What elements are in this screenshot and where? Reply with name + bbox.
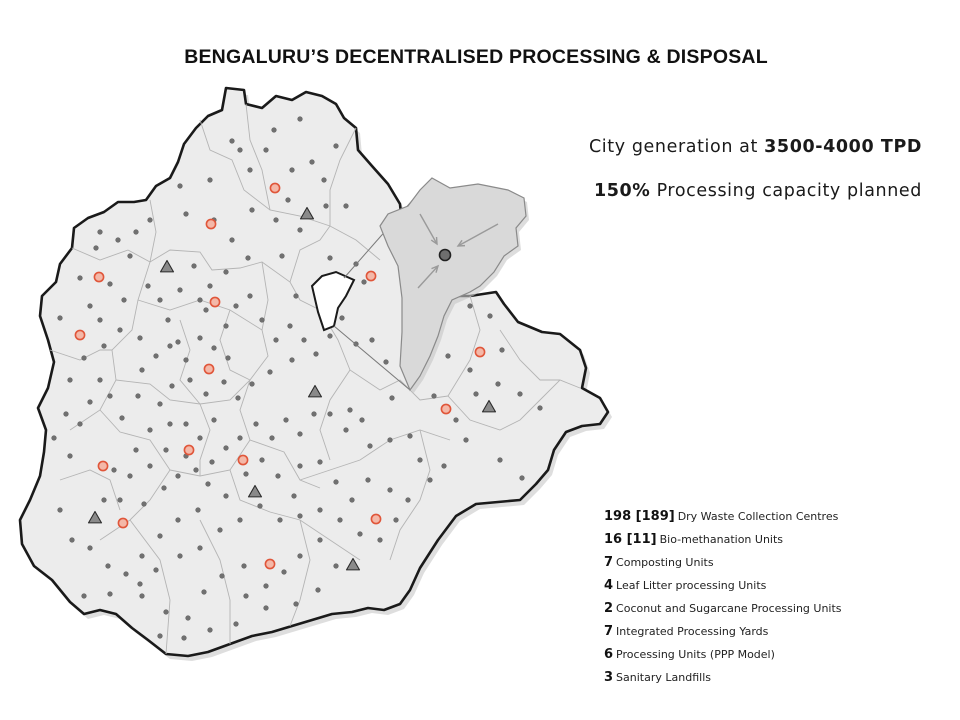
dry-waste-centre-marker [106,564,111,569]
dry-waste-centre-marker [140,594,145,599]
dry-waste-centre-marker [120,416,125,421]
facility-count: 2 [604,601,614,616]
dry-waste-centre-marker [224,324,229,329]
dry-waste-centre-marker [408,434,413,439]
dry-waste-centre-marker [538,406,543,411]
dry-waste-centre-marker [242,564,247,569]
dry-waste-centre-marker [222,380,227,385]
dry-waste-centre-marker [158,402,163,407]
dry-waste-centre-marker [176,474,181,479]
dry-waste-centre-marker [260,318,265,323]
dry-waste-centre-marker [388,438,393,443]
dry-waste-centre-marker [328,412,333,417]
facility-label: Dry Waste Collection Centres [677,510,839,523]
dry-waste-centre-marker [298,228,303,233]
processing-unit-marker [366,271,375,280]
dry-waste-centre-marker [224,494,229,499]
dry-waste-centre-marker [390,396,395,401]
dry-waste-centre-marker [204,308,209,313]
facility-item [604,668,842,691]
dry-waste-centre-marker [234,622,239,627]
dry-waste-centre-marker [250,382,255,387]
dry-waste-centre-marker [148,464,153,469]
dry-waste-centre-marker [244,594,249,599]
dry-waste-centre-marker [98,378,103,383]
dry-waste-centre-marker [322,178,327,183]
dry-waste-centre-marker [112,468,117,473]
dry-waste-centre-marker [454,418,459,423]
dry-waste-centre-marker [334,480,339,485]
facility-count: 6 [604,647,614,662]
facility-item [604,553,842,576]
dry-waste-centre-marker [328,334,333,339]
processing-unit-marker [475,347,484,356]
generation-stat [589,137,922,157]
dry-waste-centre-marker [292,494,297,499]
dry-waste-centre-marker [212,346,217,351]
dry-waste-centre-marker [278,518,283,523]
dry-waste-centre-marker [290,168,295,173]
processing-unit-marker [204,364,213,373]
dry-waste-centre-marker [264,584,269,589]
dry-waste-centre-marker [268,370,273,375]
dry-waste-centre-marker [158,534,163,539]
processing-unit-marker [184,445,193,454]
dry-waste-centre-marker [406,498,411,503]
dry-waste-centre-marker [498,458,503,463]
dry-waste-centre-marker [264,606,269,611]
dry-waste-centre-marker [394,518,399,523]
dry-waste-centre-marker [94,246,99,251]
dry-waste-centre-marker [168,344,173,349]
dry-waste-centre-marker [146,284,151,289]
dry-waste-centre-marker [78,422,83,427]
dry-waste-centre-marker [362,280,367,285]
dry-waste-centre-marker [88,304,93,309]
facility-label: Sanitary Landfills [616,671,711,684]
dry-waste-centre-marker [178,554,183,559]
facility-count: 3 [604,670,614,685]
dry-waste-centre-marker [226,356,231,361]
dry-waste-centre-marker [202,590,207,595]
dry-waste-centre-marker [250,208,255,213]
dry-waste-centre-marker [154,354,159,359]
dry-waste-centre-marker [298,514,303,519]
inset-centre-marker [440,250,451,261]
dry-waste-centre-marker [370,338,375,343]
dry-waste-centre-marker [128,474,133,479]
dry-waste-centre-marker [474,392,479,397]
dry-waste-centre-marker [302,338,307,343]
dry-waste-centre-marker [388,488,393,493]
dry-waste-centre-marker [298,117,303,122]
dry-waste-centre-marker [122,298,127,303]
dry-waste-centre-marker [274,218,279,223]
dry-waste-centre-marker [98,230,103,235]
dry-waste-centre-marker [258,504,263,509]
processing-unit-marker [98,461,107,470]
facility-item [604,530,842,553]
facility-item [604,507,842,530]
dry-waste-centre-marker [198,336,203,341]
dry-waste-centre-marker [378,538,383,543]
dry-waste-centre-marker [284,418,289,423]
processing-unit-marker [265,559,274,568]
dry-waste-centre-marker [442,464,447,469]
processing-unit-marker [94,272,103,281]
dry-waste-centre-marker [318,508,323,513]
dry-waste-centre-marker [188,378,193,383]
dry-waste-centre-marker [136,394,141,399]
dry-waste-centre-marker [234,304,239,309]
dry-waste-centre-marker [166,318,171,323]
dry-waste-centre-marker [366,478,371,483]
dry-waste-centre-marker [68,378,73,383]
dry-waste-centre-marker [198,546,203,551]
processing-unit-marker [441,404,450,413]
dry-waste-centre-marker [88,546,93,551]
dry-waste-centre-marker [162,486,167,491]
dry-waste-centre-marker [468,368,473,373]
dry-waste-centre-marker [272,128,277,133]
dry-waste-centre-marker [254,422,259,427]
dry-waste-centre-marker [140,554,145,559]
dry-waste-centre-marker [194,468,199,473]
dry-waste-centre-marker [298,554,303,559]
dry-waste-centre-marker [286,198,291,203]
dry-waste-centre-marker [134,448,139,453]
facility-label: Coconut and Sugarcane Processing Units [616,602,842,615]
dry-waste-centre-marker [224,446,229,451]
dry-waste-centre-marker [294,602,299,607]
dry-waste-centre-marker [198,298,203,303]
dry-waste-centre-marker [198,436,203,441]
dry-waste-centre-marker [148,428,153,433]
processing-unit-marker [206,219,215,228]
dry-waste-centre-marker [428,478,433,483]
dry-waste-centre-marker [220,574,225,579]
facility-count: 4 [604,578,614,593]
dry-waste-centre-marker [260,458,265,463]
facility-label: Processing Units (PPP Model) [616,648,775,661]
dry-waste-centre-marker [350,498,355,503]
dry-waste-centre-marker [142,502,147,507]
dry-waste-centre-marker [328,256,333,261]
dry-waste-centre-marker [316,588,321,593]
dry-waste-centre-marker [118,498,123,503]
dry-waste-centre-marker [340,316,345,321]
dry-waste-centre-marker [318,460,323,465]
dry-waste-centre-marker [276,474,281,479]
facility-label: Composting Units [616,556,714,569]
facility-count: 7 [604,555,614,570]
dry-waste-centre-marker [138,582,143,587]
dry-waste-centre-marker [238,148,243,153]
dry-waste-centre-marker [192,264,197,269]
city-outline [20,88,608,656]
dry-waste-centre-marker [230,139,235,144]
dry-waste-centre-marker [184,358,189,363]
dry-waste-centre-marker [88,400,93,405]
page-title: BENGALURU’S DECENTRALISED PROCESSING & DISPOSAL [184,46,768,68]
dry-waste-centre-marker [230,238,235,243]
facility-item [604,599,842,622]
dry-waste-centre-marker [338,518,343,523]
dry-waste-centre-marker [102,498,107,503]
dry-waste-centre-marker [158,634,163,639]
dry-waste-centre-marker [68,454,73,459]
dry-waste-centre-marker [170,384,175,389]
facility-label: Integrated Processing Yards [616,625,769,638]
dry-waste-centre-marker [124,572,129,577]
dry-waste-centre-marker [196,508,201,513]
dry-waste-centre-marker [108,394,113,399]
dry-waste-centre-marker [134,230,139,235]
dry-waste-centre-marker [312,412,317,417]
processing-unit-marker [118,518,127,527]
dry-waste-centre-marker [238,436,243,441]
dry-waste-centre-marker [288,324,293,329]
dry-waste-centre-marker [358,532,363,537]
dry-waste-centre-marker [58,508,63,513]
dry-waste-centre-marker [368,444,373,449]
facility-count: 16 [11] [604,532,657,547]
dry-waste-centre-marker [178,288,183,293]
dry-waste-centre-marker [334,144,339,149]
dry-waste-centre-marker [148,218,153,223]
dry-waste-centre-marker [108,282,113,287]
dry-waste-centre-marker [282,570,287,575]
dry-waste-centre-marker [140,368,145,373]
dry-waste-centre-marker [264,148,269,153]
dry-waste-centre-marker [270,436,275,441]
dry-waste-centre-marker [64,412,69,417]
processing-unit-marker [270,183,279,192]
dry-waste-centre-marker [210,460,215,465]
dry-waste-centre-marker [78,276,83,281]
dry-waste-centre-marker [70,538,75,543]
dry-waste-centre-marker [384,360,389,365]
dry-waste-centre-marker [238,518,243,523]
dry-waste-centre-marker [244,472,249,477]
dry-waste-centre-marker [186,616,191,621]
dry-waste-centre-marker [236,396,241,401]
facility-item [604,622,842,645]
dry-waste-centre-marker [464,438,469,443]
dry-waste-centre-marker [118,328,123,333]
dry-waste-centre-marker [500,348,505,353]
dry-waste-centre-marker [52,436,57,441]
facility-item [604,645,842,668]
dry-waste-centre-marker [224,270,229,275]
dry-waste-centre-marker [360,418,365,423]
dry-waste-centre-marker [98,318,103,323]
dry-waste-centre-marker [248,294,253,299]
dry-waste-centre-marker [164,610,169,615]
dry-waste-centre-marker [324,204,329,209]
dry-waste-centre-marker [154,568,159,573]
dry-waste-centre-marker [318,538,323,543]
dry-waste-centre-marker [314,352,319,357]
dry-waste-centre-marker [168,422,173,427]
processing-unit-marker [371,514,380,523]
dry-waste-centre-marker [344,428,349,433]
dry-waste-centre-marker [298,464,303,469]
dry-waste-centre-marker [518,392,523,397]
dry-waste-centre-marker [184,212,189,217]
facility-item [604,576,842,599]
dry-waste-centre-marker [182,636,187,641]
dry-waste-centre-marker [334,564,339,569]
dry-waste-centre-marker [418,458,423,463]
dry-waste-centre-marker [206,482,211,487]
dry-waste-centre-marker [246,256,251,261]
dry-waste-centre-marker [248,168,253,173]
facility-count: 7 [604,624,614,639]
dry-waste-centre-marker [488,314,493,319]
dry-waste-centre-marker [58,316,63,321]
dry-waste-centre-marker [280,254,285,259]
dry-waste-centre-marker [108,592,113,597]
dry-waste-centre-marker [298,432,303,437]
city-boundary [20,88,608,656]
dry-waste-centre-marker [218,528,223,533]
dry-waste-centre-marker [520,476,525,481]
dry-waste-centre-marker [102,344,107,349]
facility-label: Leaf Litter processing Units [616,579,767,592]
capacity-stat [594,181,922,201]
dry-waste-centre-marker [468,304,473,309]
generation-prefix: City generation at [588,137,765,157]
dry-waste-centre-marker [176,518,181,523]
dry-waste-centre-marker [274,338,279,343]
dry-waste-centre-marker [204,392,209,397]
facility-list [604,507,842,691]
dry-waste-centre-marker [212,418,217,423]
processing-unit-marker [210,297,219,306]
dry-waste-centre-marker [446,354,451,359]
facility-label: Bio-methanation Units [659,533,784,546]
dry-waste-centre-marker [164,448,169,453]
dry-waste-centre-marker [138,336,143,341]
capacity-value: 150% [593,181,651,201]
dry-waste-centre-marker [176,340,181,345]
dry-waste-centre-marker [496,382,501,387]
dry-waste-centre-marker [178,184,183,189]
generation-value: 3500-4000 TPD [764,137,922,157]
dry-waste-centre-marker [290,358,295,363]
dry-waste-centre-marker [208,284,213,289]
facility-count: 198 [189] [604,509,675,524]
dry-waste-centre-marker [432,394,437,399]
dry-waste-centre-marker [184,422,189,427]
dry-waste-centre-marker [82,356,87,361]
dry-waste-centre-marker [116,238,121,243]
dry-waste-centre-marker [294,294,299,299]
dry-waste-centre-marker [208,178,213,183]
dry-waste-centre-marker [128,254,133,259]
dry-waste-centre-marker [310,160,315,165]
processing-unit-marker [75,330,84,339]
dry-waste-centre-marker [158,298,163,303]
dry-waste-centre-marker [348,408,353,413]
dry-waste-centre-marker [344,204,349,209]
dry-waste-centre-marker [82,594,87,599]
dry-waste-centre-marker [208,628,213,633]
processing-unit-marker [238,455,247,464]
capacity-suffix: Processing capacity planned [650,181,922,201]
